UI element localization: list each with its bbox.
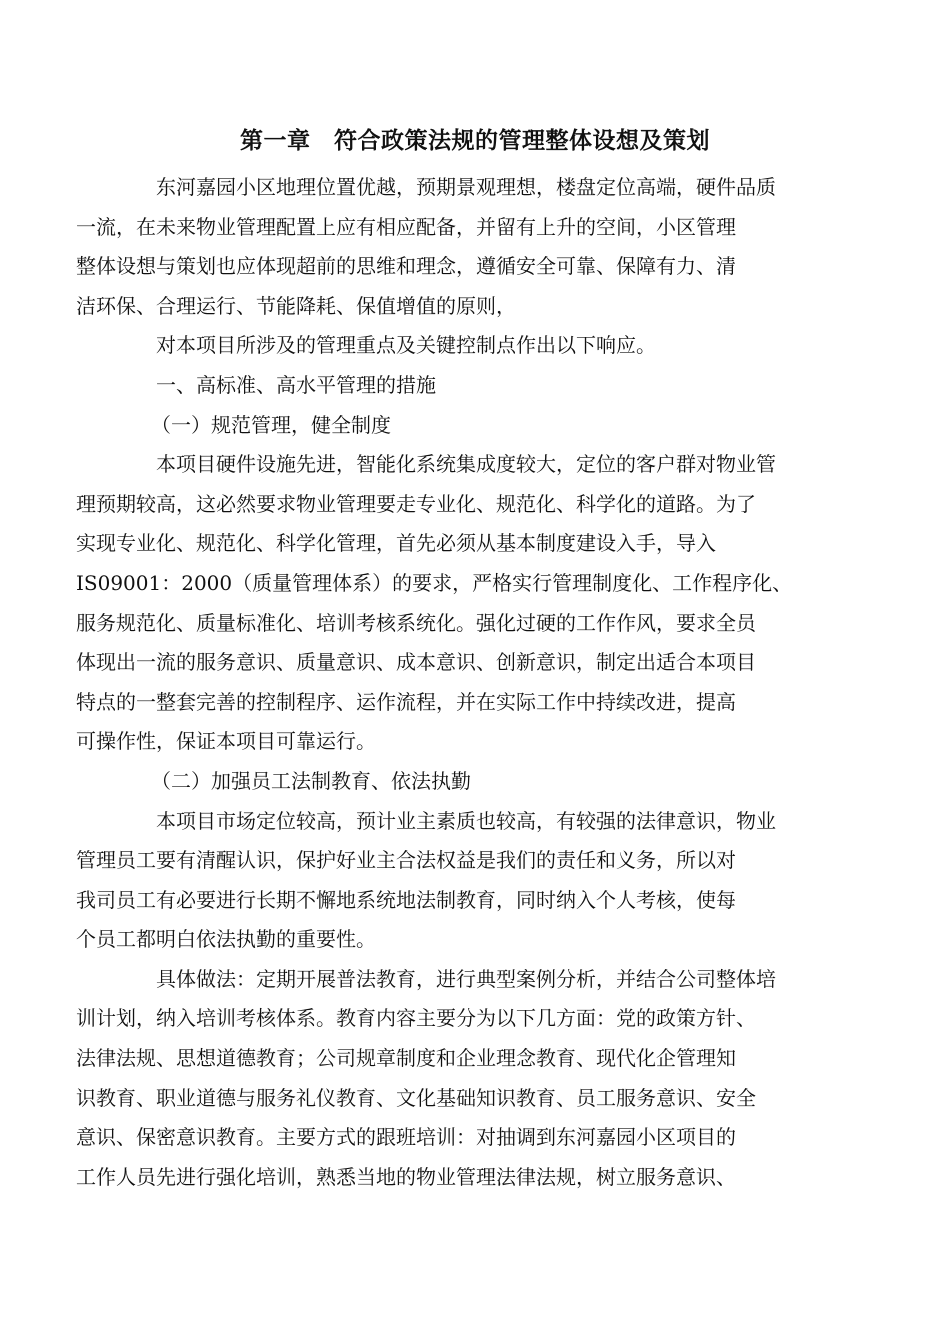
text-line: 个员工都明白依法执勤的重要性。 (76, 927, 376, 952)
heading-text: 一、高标准、高水平管理的措施 (156, 372, 436, 397)
document-body (76, 168, 836, 1197)
text-line: 意识、保密意识教育。主要方式的跟班培训：对抽调到东河嘉园小区项目的 (76, 1125, 736, 1150)
text-line: 东河嘉园小区地理位置优越，预期景观理想，楼盘定位高端，硬件品质 (156, 175, 776, 199)
text-line: 实现专业化、规范化、科学化管理，首先必须从基本制度建设入手，导入 (76, 531, 716, 556)
text-line: 工作人员先进行强化培训，熟悉当地的物业管理法律法规，树立服务意识、 (76, 1164, 736, 1189)
text-line: 服务规范化、质量标准化、培训考核系统化。强化过硬的工作作风，要求全员 (76, 610, 756, 635)
text-line: IS09001：2000（质量管理体系）的要求，严格实行管理制度化、工作程序化、 (76, 570, 793, 595)
text-line: 特点的一整套完善的控制程序、运作流程，并在实际工作中持续改进，提高 (76, 689, 736, 714)
section-heading (116, 366, 836, 406)
text-line: 本项目硬件设施先进，智能化系统集成度较大，定位的客户群对物业管 (156, 452, 776, 477)
text-line: 识教育、职业道德与服务礼仪教育、文化基础知识教育、员工服务意识、安全 (76, 1085, 756, 1110)
paragraph-intro (76, 168, 836, 326)
chapter-title: 第一章 符合政策法规的管理整体设想及策划 (240, 128, 710, 154)
subsection-heading (116, 762, 836, 802)
text-line: 理预期较高，这必然要求物业管理要走专业化、规范化、科学化的道路。为了 (76, 491, 756, 516)
subsection-heading (116, 406, 836, 446)
paragraph-response (116, 326, 836, 366)
text-line: 洁环保、合理运行、节能降耗、保值增值的原则， (76, 293, 516, 318)
paragraph-specific-methods (76, 960, 836, 1198)
text-line: 一流，在未来物业管理配置上应有相应配备，并留有上升的空间，小区管理 (76, 214, 736, 239)
heading-text: （一）规范管理，健全制度 (151, 412, 391, 437)
text-line: 我司员工有必要进行长期不懈地系统地法制教育，同时纳入个人考核，使每 (76, 887, 736, 912)
text-line: 管理员工要有清醒认识，保护好业主合法权益是我们的责任和义务，所以对 (76, 848, 736, 873)
text-line: 整体设想与策划也应体现超前的思维和理念，遵循安全可靠、保障有力、清 (76, 254, 736, 279)
heading-text: （二）加强员工法制教育、依法执勤 (151, 768, 471, 793)
text-line: 训计划，纳入培训考核体系。教育内容主要分为以下几方面：党的政策方针、 (76, 1006, 756, 1031)
text-line: 法律法规、思想道德教育；公司规章制度和企业理念教育、现代化企管理知 (76, 1046, 736, 1071)
paragraph-standardized-management (76, 445, 836, 762)
paragraph-legal-education (76, 802, 836, 960)
text-line: 本项目市场定位较高，预计业主素质也较高，有较强的法律意识，物业 (156, 808, 776, 833)
text-line: 对本项目所涉及的管理重点及关键控制点作出以下响应。 (156, 333, 656, 358)
text-line: 可操作性，保证本项目可靠运行。 (76, 729, 376, 754)
text-line: 体现出一流的服务意识、质量意识、成本意识、创新意识，制定出适合本项目 (76, 650, 756, 675)
text-line: 具体做法：定期开展普法教育，进行典型案例分析，并结合公司整体培 (156, 966, 776, 991)
